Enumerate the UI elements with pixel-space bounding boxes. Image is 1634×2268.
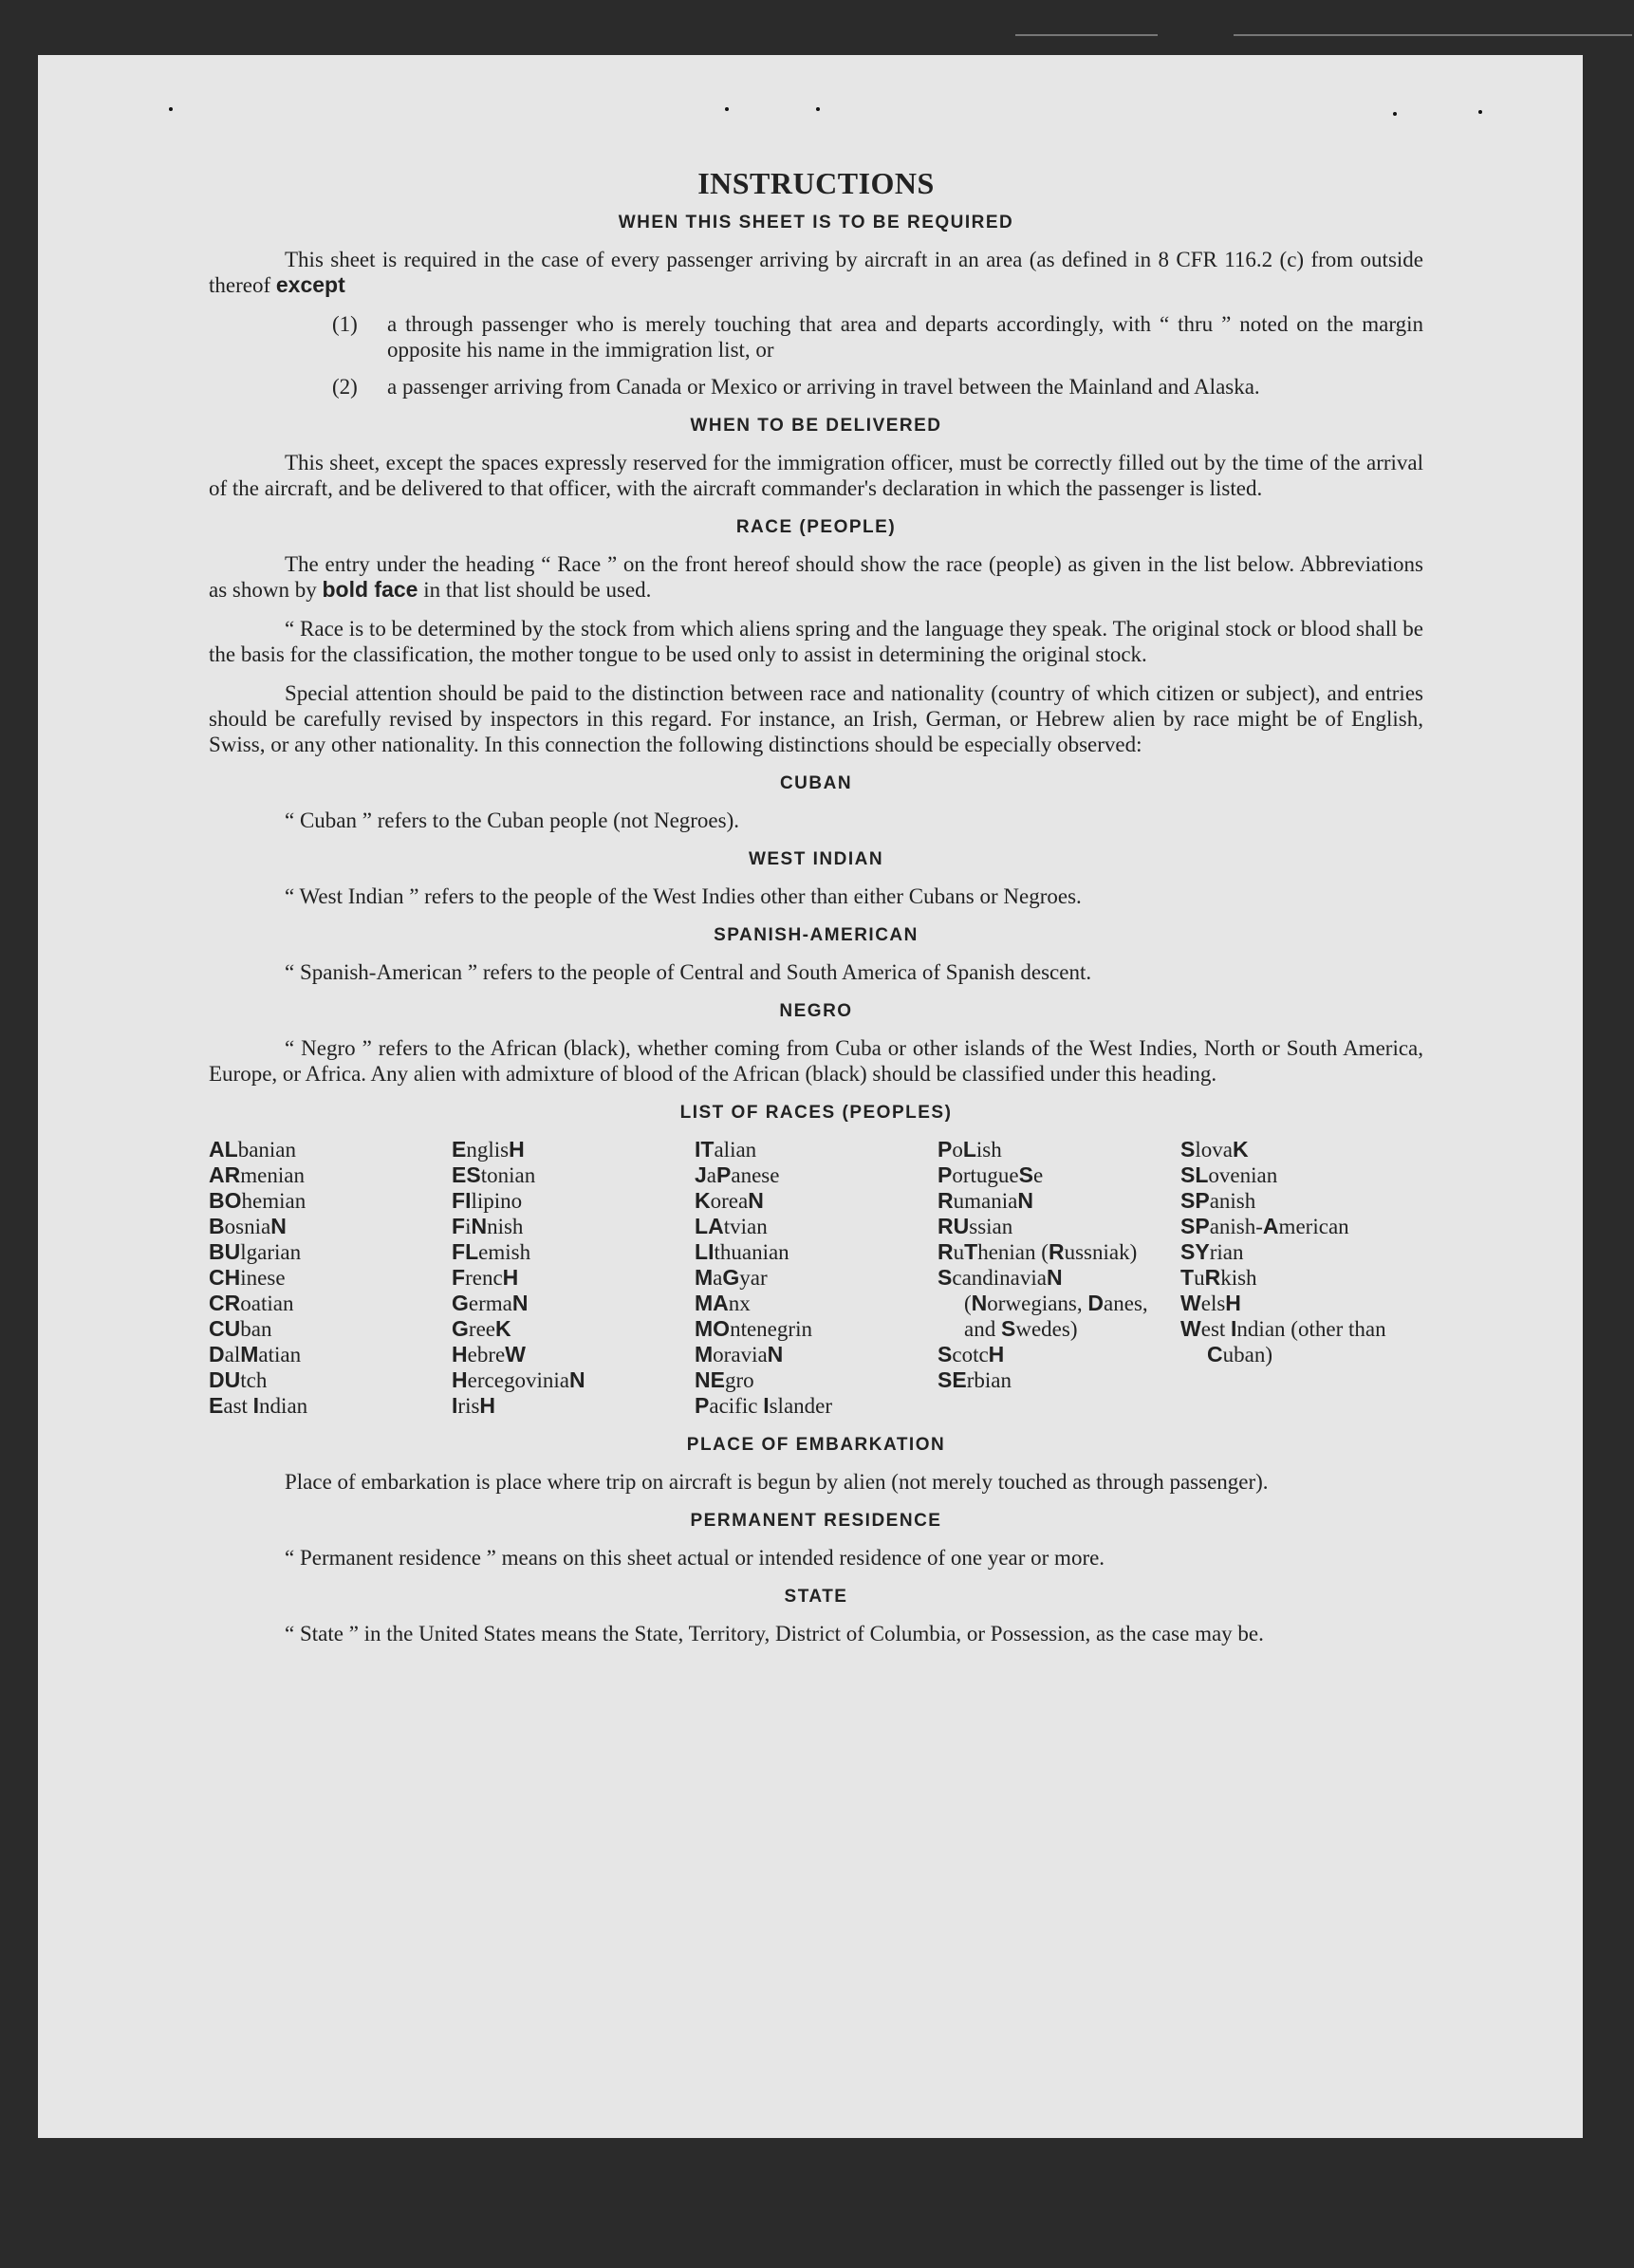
race-entry: GreeK [452,1316,511,1341]
item-text: a through passenger who is merely touching that area and departs accordingly, with “ thru ” noted on the margin opposite his name in the immigration list, or [387,312,1423,362]
race-entry: KoreaN [695,1188,764,1213]
race-entry: WelsH [1180,1291,1241,1315]
race-entry: EStonian [452,1162,536,1187]
race-entry: CRoatian [209,1291,294,1315]
race-entry: SYrian [1180,1239,1244,1264]
paragraph-west-indian: “ West Indian ” refers to the people of the West Indies other than either Cubans or Negroes. [285,884,1082,908]
race-entry: PortugueSe [938,1162,1044,1187]
heading-negro: NEGRO [779,1001,853,1021]
race-entry: SLovenian [1180,1162,1278,1187]
edge-mark [1015,34,1158,36]
page-title: INSTRUCTIONS [697,166,935,200]
list-item [209,311,1423,363]
race-entry: HebreW [452,1342,526,1366]
race-entry: RuThenian (Russniak) [938,1239,1138,1264]
race-column [452,1137,695,1419]
race-entry: CHinese [209,1265,286,1290]
race-entry: FLemish [452,1239,531,1264]
heading-race: RACE (PEOPLE) [735,517,897,537]
item-number: (2) [332,375,358,399]
race-entry: ALbanian [209,1137,297,1162]
edge-mark [1234,34,1632,36]
race-entry: CUban [209,1316,272,1341]
paragraph-spanish-american: “ Spanish-American ” refers to the people of Central and South America of Spanish descent. [285,960,1092,984]
race-entry: FrencH [452,1265,519,1290]
heading-spanish-american: SPANISH-AMERICAN [714,925,919,945]
race-entry: SErbian [938,1367,1012,1392]
race-entry: FIlipino [452,1188,523,1213]
race-entry: West Indian (other than Cuban) [1180,1316,1386,1366]
heading-state: STATE [784,1587,848,1607]
heading-cuban: CUBAN [779,773,853,793]
bold-text: bold face [322,577,418,602]
race-entry: SlovaK [1180,1137,1249,1162]
paragraph-race-2: “ Race is to be determined by the stock from which aliens spring and the language they speak. The original stock or blood shall be the basis for the classification, the mother tongue to be used only to assist in determining the original stock. [209,617,1423,666]
race-entry: MOntenegrin [695,1316,812,1341]
paragraph-residence: “ Permanent residence ” means on this sheet actual or intended residence of one year or more. [285,1546,1105,1570]
speck [1478,110,1482,114]
race-entry: ITalian [695,1137,757,1162]
text: This sheet is required in the case of every passenger arriving by aircraft in an area (as defined in 8 CFR 116.2 (c) from outside thereof [209,248,1423,297]
race-entry: IrisH [452,1393,496,1418]
race-entry: East Indian [209,1393,308,1418]
race-column [938,1137,1180,1419]
speck [1393,112,1397,116]
race-entry: BosniaN [209,1214,287,1238]
race-entry: RUssian [938,1214,1013,1238]
race-entry: JaPanese [695,1162,780,1187]
heading-delivered: WHEN TO BE DELIVERED [690,416,942,436]
bold-text: except [275,272,345,297]
heading-west-indian: WEST INDIAN [748,849,884,869]
race-entry: LAtvian [695,1214,768,1238]
race-entry: MAnx [695,1291,751,1315]
race-entry: NEgro [695,1367,754,1392]
speck [725,107,729,111]
heading-list-of-races: LIST OF RACES (PEOPLES) [679,1103,953,1123]
race-entry: GermaN [452,1291,529,1315]
race-entry: BUlgarian [209,1239,302,1264]
paragraph-negro: “ Negro ” refers to the African (black), whether coming from Cuba or other islands of the West Indies, North or South America, Europe, or Africa. Any alien with admixture of blood of the African (black) should be classified under this heading. [209,1036,1423,1086]
paragraph-race-3: Special attention should be paid to the distinction between race and nationality (country of which citizen or subject), and entries should be carefully revised by inspectors in this regard. For instance, an Irish, German, or Hebrew alien by race might be of English, Swiss, or any other nationality. In this connection the following distinctions should be especially observed: [209,681,1423,756]
race-column [1180,1137,1423,1419]
speck [816,107,820,111]
item-number: (1) [332,312,358,336]
document-sheet [38,55,1583,2138]
race-entry: PoLish [938,1137,1002,1162]
paragraph-embarkation: Place of embarkation is place where trip on aircraft is begun by alien (not merely touched as through passenger). [285,1470,1269,1494]
race-entry: ScandinaviaN (Norwegians, Danes, and Swedes) [938,1265,1148,1341]
item-text: a passenger arriving from Canada or Mexico or arriving in travel between the Mainland and Alaska. [387,375,1260,399]
race-entry: BOhemian [209,1188,306,1213]
text: The entry under the heading “ Race ” on the front hereof should show the race (people) as given in the list below. Abbreviations as shown by [209,552,1423,602]
instructions-body [209,166,1423,1660]
heading-residence: PERMANENT RESIDENCE [690,1511,942,1531]
race-entry: Pacific Islander [695,1393,833,1418]
heading-required: WHEN THIS SHEET IS TO BE REQUIRED [618,213,1014,232]
race-entry: RumaniaN [938,1188,1033,1213]
heading-embarkation: PLACE OF EMBARKATION [686,1435,946,1455]
text: in that list should be used. [418,578,652,602]
race-entry: ARmenian [209,1162,305,1187]
paragraph-race-1 [209,551,1423,603]
speck [169,107,173,111]
race-list [209,1137,1423,1419]
paragraph-required [209,247,1423,298]
list-item [209,374,1423,400]
race-entry: MaGyar [695,1265,768,1290]
race-entry: ScotcH [938,1342,1005,1366]
race-entry: DalMatian [209,1342,302,1366]
race-column [209,1137,452,1419]
race-entry: SPanish-American [1180,1214,1349,1238]
paragraph-cuban: “ Cuban ” refers to the Cuban people (not Negroes). [285,809,740,832]
race-entry: HercegoviniaN [452,1367,585,1392]
race-entry: SPanish [1180,1188,1256,1213]
race-column [695,1137,938,1419]
paragraph-state: “ State ” in the United States means the State, Territory, District of Columbia, or Possession, as the case may be. [285,1622,1264,1645]
race-entry: FiNnish [452,1214,524,1238]
race-entry: LIthuanian [695,1239,789,1264]
paragraph-delivered: This sheet, except the spaces expressly reserved for the immigration officer, must be correctly filled out by the time of the arrival of the aircraft, and be delivered to that officer, with the aircraft commander's declaration in which the passenger is listed. [209,451,1423,500]
race-entry: EnglisH [452,1137,525,1162]
race-entry: DUtch [209,1367,268,1392]
race-entry: TuRkish [1180,1265,1257,1290]
race-entry: MoraviaN [695,1342,784,1366]
